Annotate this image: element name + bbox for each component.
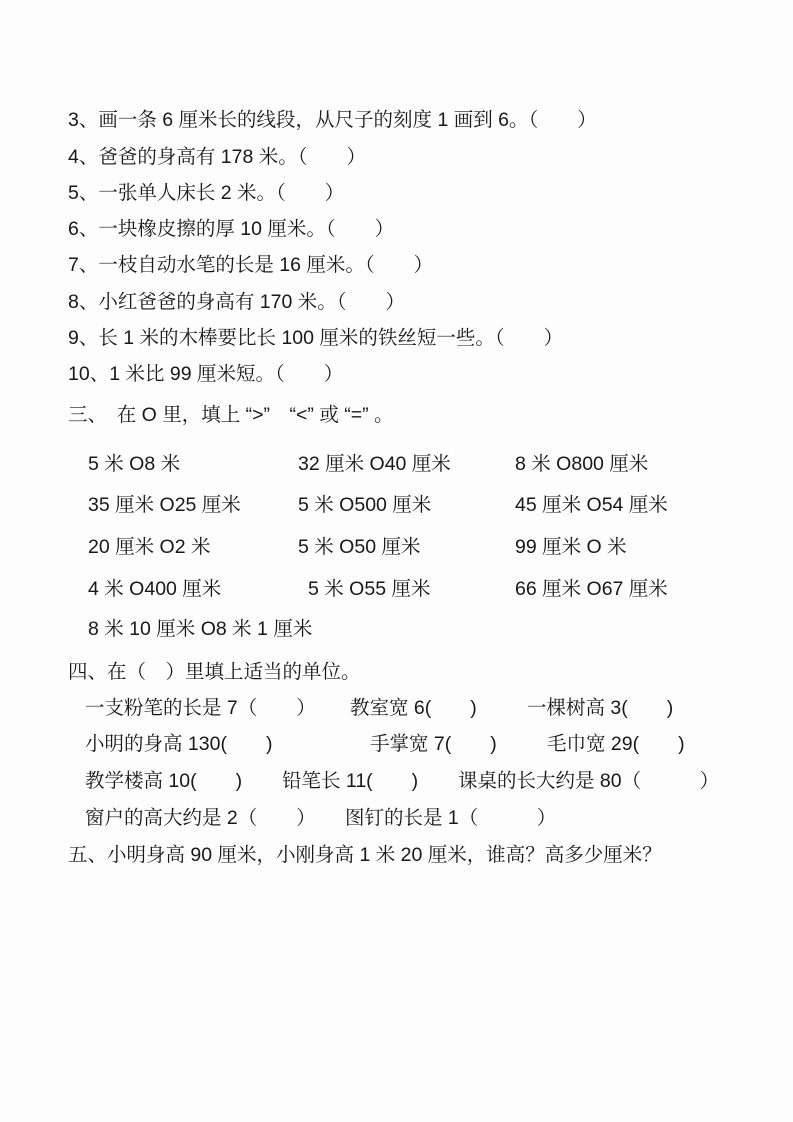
compare-cell: 5 米 O55 厘米: [308, 578, 431, 600]
units-cell: 教室宽 6( ): [350, 697, 477, 719]
compare-cell: 32 厘米 O40 厘米: [298, 453, 451, 475]
compare-cell: 8 米 O800 厘米: [515, 453, 649, 475]
compare-row: [0, 577, 793, 603]
compare-row: [0, 617, 793, 643]
compare-cell: 35 厘米 O25 厘米: [88, 494, 241, 516]
units-cell: 一支粉笔的长是 7（ ）: [85, 697, 316, 719]
judge-item: 5、一张单人床长 2 米。（ ）: [68, 182, 345, 204]
compare-row: [0, 535, 793, 561]
compare-cell: 8 米 10 厘米 O8 米 1 厘米: [88, 618, 313, 640]
compare-cell: 66 厘米 O67 厘米: [515, 578, 668, 600]
word-problem: 五、小明身高 90 厘米，小刚身高 1 米 20 厘米，谁高？高多少厘米？: [68, 844, 662, 866]
judge-item: 4、爸爸的身高有 178 米。（ ）: [68, 146, 366, 168]
judge-item: 9、长 1 米的木棒要比长 100 厘米的铁丝短一些。（ ）: [68, 327, 564, 349]
units-cell: 图钉的长是 1（ ）: [345, 807, 557, 829]
compare-cell: 99 厘米 O 米: [515, 536, 627, 558]
judge-item: 7、一枝自动水笔的长是 16 厘米。（ ）: [68, 254, 434, 276]
compare-cell: 45 厘米 O54 厘米: [515, 494, 668, 516]
units-cell: 铅笔长 11( ): [282, 770, 419, 792]
compare-cell: 4 米 O400 厘米: [88, 578, 222, 600]
units-cell: 一棵树高 3( ): [527, 697, 674, 719]
compare-cell: 5 米 O50 厘米: [298, 536, 421, 558]
compare-row: [0, 493, 793, 519]
units-row: [0, 732, 793, 758]
judge-item: 3、画一条 6 厘米长的线段，从尺子的刻度 1 画到 6。（ ）: [68, 109, 597, 131]
units-row: [0, 769, 793, 795]
units-cell: 教学楼高 10( ): [85, 770, 243, 792]
judge-item: 10、1 米比 99 厘米短。（ ）: [68, 363, 344, 385]
judge-item: 8、小红爸爸的身高有 170 米。（ ）: [68, 291, 405, 313]
compare-cell: 5 米 O500 厘米: [298, 494, 432, 516]
units-cell: 窗户的高大约是 2（ ）: [85, 807, 316, 829]
compare-cell: 20 厘米 O2 米: [88, 536, 211, 558]
units-cell: 手掌宽 7( ): [370, 733, 497, 755]
compare-section-heading: 三、 在 O 里，填上 “>” “<” 或 “=” 。: [68, 404, 394, 426]
units-section-heading: 四、在（ ）里填上适当的单位。: [68, 661, 361, 683]
compare-row: [0, 452, 793, 478]
units-cell: 毛巾宽 29( ): [547, 733, 685, 755]
compare-cell: 5 米 O8 米: [88, 453, 181, 475]
judge-item: 6、一块橡皮擦的厚 10 厘米。（ ）: [68, 218, 395, 240]
units-cell: 课桌的长大约是 80（ ）: [458, 770, 720, 792]
units-row: [0, 696, 793, 722]
units-cell: 小明的身高 130( ): [85, 733, 273, 755]
units-row: [0, 806, 793, 832]
